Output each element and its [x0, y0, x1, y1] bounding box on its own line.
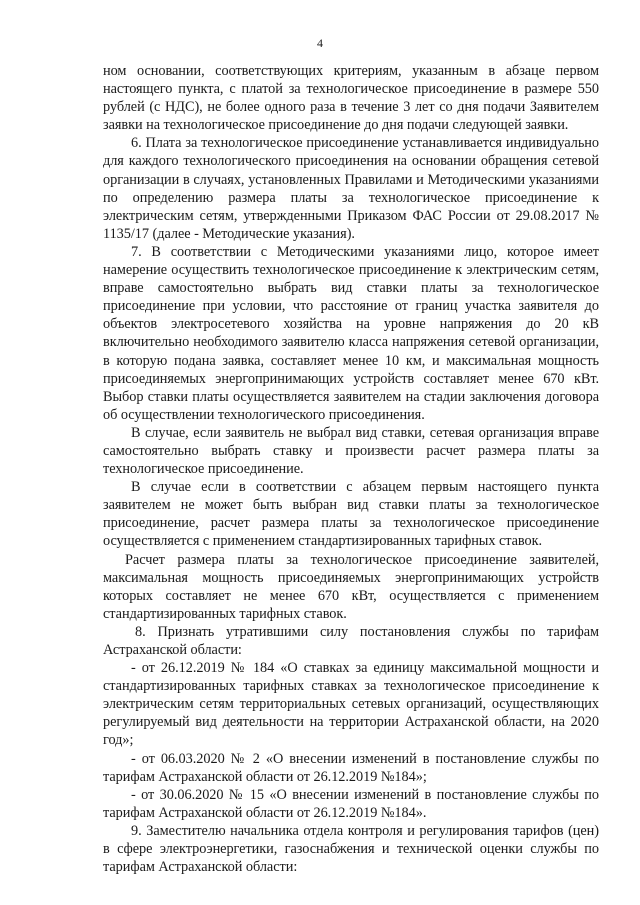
list-item-repealed-184: - от 26.12.2019 № 184 «О ставках за единицу максимальной мощности и стандартизированных тарифных ставках за технологическое присоединение к электрическим сетям территориальных сетевых организаций, осуществляющих регулируемый вид деятельности на территории Астраханской области, на 2020 год»;: [103, 660, 599, 749]
page-number: 4: [317, 36, 323, 50]
paragraph-item-8: 8. Признать утратившими силу постановления службы по тарифам Астраханской области:: [103, 623, 599, 658]
paragraph-670kw: Расчет размера платы за технологическое присоединение заявителей, максимальная мощность присоединяемых энергопринимающих устройств которых составляет не менее 670 кВт, осуществляется с применением стандартизированных тарифных ставок.: [103, 551, 599, 622]
list-item-repealed-15: - от 30.06.2020 № 15 «О внесении изменений в постановление службы по тарифам Астраханской области от 26.12.2019 №184».: [103, 786, 599, 821]
document-body: [103, 62, 599, 876]
paragraph-item-6: 6. Плата за технологическое присоединение устанавливается индивидуально для каждого технологического присоединения на основании обращения сетевой организации в случаях, установленных Правилами и Методическими указаниями по определению размера платы за технологическое присоединение к электрическим сетям, утвержденными Приказом ФАС России от 29.08.2017 № 1135/17 (далее - Методические указания).: [103, 135, 599, 242]
paragraph-item-9: 9. Заместителю начальника отдела контроля и регулирования тарифов (цен) в сфере электроэнергетики, газоснабжения и технической оценки службы по тарифам Астраханской области:: [103, 822, 599, 876]
paragraph-standard-rates: В случае если в соответствии с абзацем первым настоящего пункта заявителем не может быть выбран вид ставки платы за технологическое присоединение, расчет размера платы за технологическое присоединение осуществляется с применением стандартизированных тарифных ставок.: [103, 479, 599, 550]
paragraph-item-7: 7. В соответствии с Методическими указаниями лицо, которое имеет намерение осуществить технологическое присоединение к электрическим сетям, вправе самостоятельно выбрать вид ставки платы за технологическое присоединение при условии, что расстояние от границ участка заявителя до объектов электросетевого хозяйства на уровне напряжения до 20 кВ включительно необходимого заявителю класса напряжения сетевой организации, в которую подана заявка, составляет менее 10 км, и максимальная мощность присоединяемых энергопринимающих устройств составляет менее 670 кВт. Выбор ставки платы осуществляется заявителем на стадии заключения договора об осуществлении технологического присоединения.: [103, 243, 599, 423]
list-item-repealed-2: - от 06.03.2020 № 2 «О внесении изменений в постановление службы по тарифам Астраханской области от 26.12.2019 №184»;: [103, 750, 599, 785]
paragraph-continuation: ном основании, соответствующих критериям, указанным в абзаце первом настоящего пункта, с платой за технологическое присоединение в размере 550 рублей (с НДС), не более одного раза в течение 3 лет со дня подачи Заявителем заявки на технологическое присоединение до дня подачи следующей заявки.: [103, 63, 599, 134]
paragraph-rate-not-chosen: В случае, если заявитель не выбрал вид ставки, сетевая организация вправе самостоятельно выбрать ставку и произвести расчет размера платы за технологическое присоединение.: [103, 424, 599, 478]
